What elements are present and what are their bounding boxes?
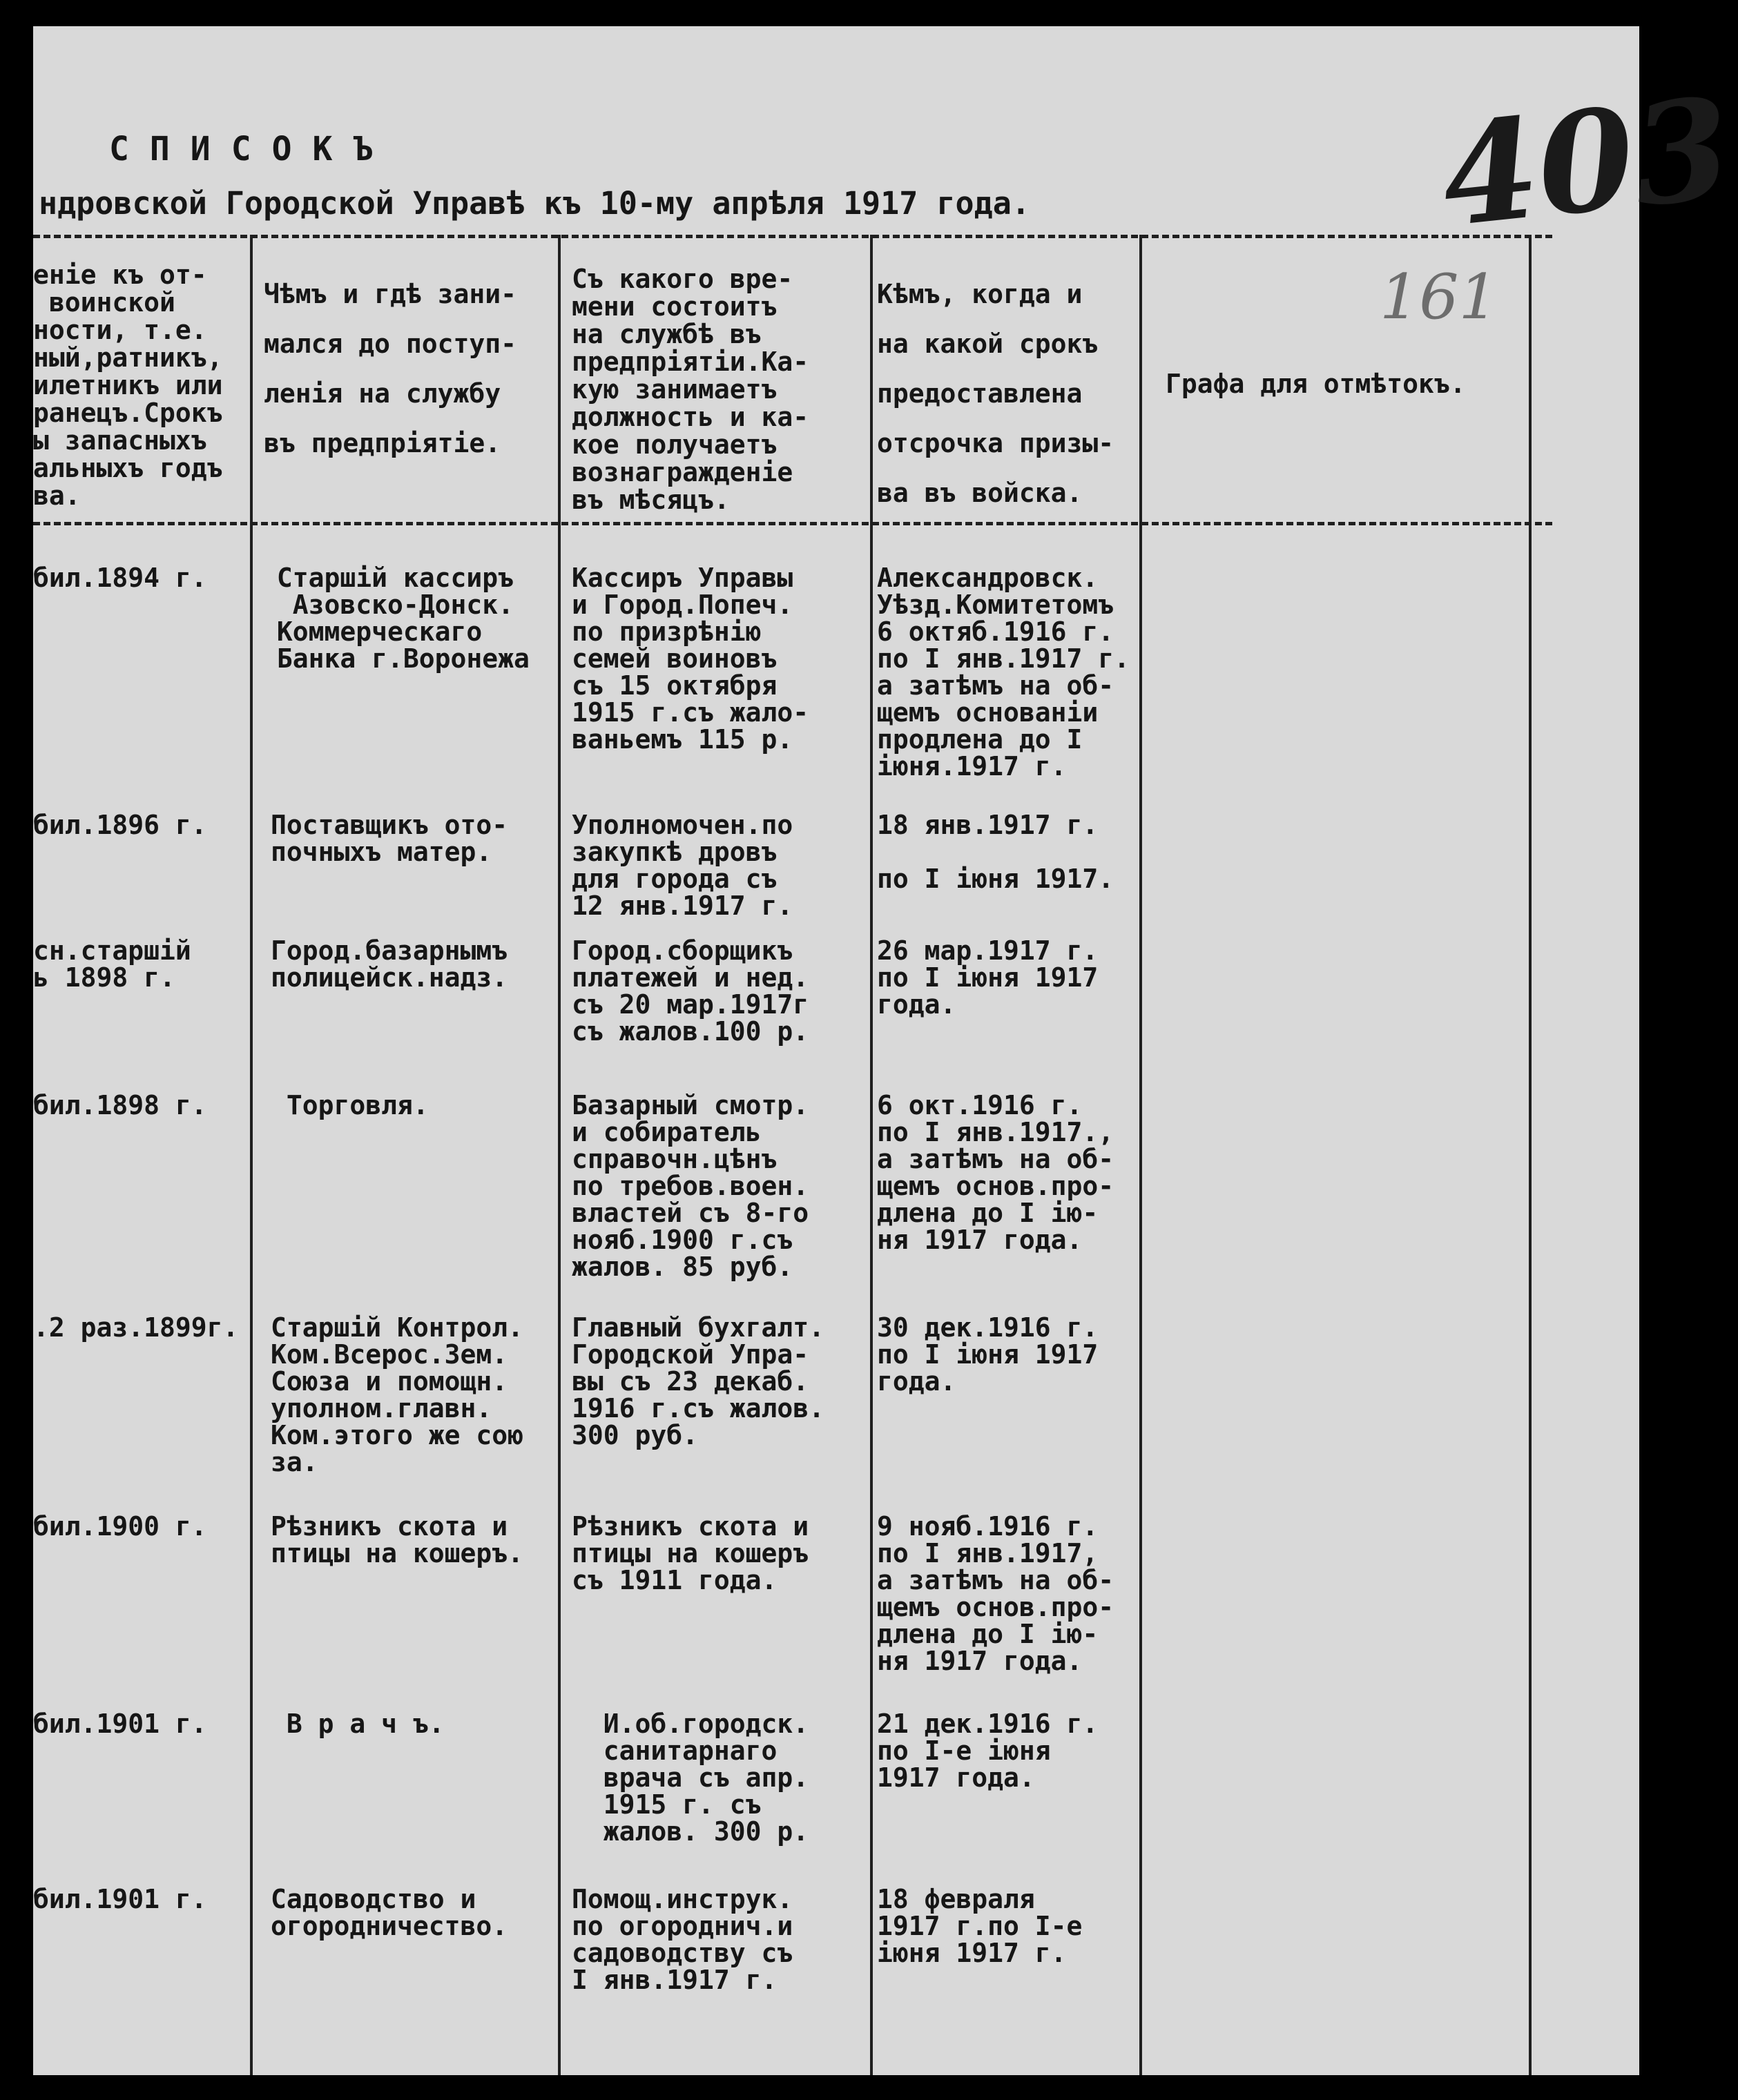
document-page: [33, 26, 1738, 2075]
table-row-1-service-status: бил.1894 г.: [33, 563, 207, 593]
column-header-previous-occupation: Чѣмъ и гдѣ зани- мался до поступ- ленія на службу въ предпріятіе.: [264, 279, 517, 458]
table-row-7-deferment: 21 дек.1916 г. по I-е іюня 1917 года.: [877, 1709, 1099, 1793]
table-row-7-occupation: В р а ч ъ.: [271, 1709, 445, 1739]
table-row-1-occupation: Старшій кассиръ Азовско-Донск. Коммерческаго Банка г.Воронежа: [276, 563, 530, 674]
column-divider-5: [1529, 235, 1532, 2075]
column-header-service-status: еніе къ от- воинской ности, т.е. ный,ратникъ, илетникъ или ранецъ.Срокъ ы запасныхъ альныхъ годъ ва.: [33, 260, 223, 511]
table-row-4-employment: Базарный смотр. и собиратель справочн.цѣнъ по требов.воен. властей съ 8-го нояб.1900 г.съ жалов. 85 руб.: [572, 1090, 809, 1282]
table-top-rule: [33, 235, 1552, 238]
document-title: СПИСОКЪ: [109, 130, 394, 168]
table-row-6-employment: Рѣзникъ скота и птицы на кошеръ съ 1911 года.: [572, 1511, 809, 1595]
table-row-2-employment: Уполномочен.по закупкѣ дровъ для города съ 12 янв.1917 г.: [572, 810, 793, 921]
table-row-7-service-status: бил.1901 г.: [33, 1709, 207, 1739]
column-header-deferment: Кѣмъ, когда и на какой срокъ предоставлена отсрочка призы- ва въ войска.: [877, 279, 1114, 508]
table-row-4-deferment: 6 окт.1916 г. по I янв.1917., а затѣмъ на об- щемъ основ.про- длена до I ію- ня 1917 года.: [877, 1090, 1114, 1255]
table-row-6-service-status: бил.1900 г.: [33, 1511, 207, 1542]
document-subtitle: ндровской Городской Управѣ къ 10-му апрѣля 1917 года.: [39, 185, 1030, 222]
table-row-1-employment: Кассиръ Управы и Город.Попеч. по призрѣнію семей воиновъ съ 15 октября 1915 г.съ жало- ваньемъ 115 р.: [572, 563, 809, 755]
table-row-3-deferment: 26 мар.1917 г. по I іюня 1917 года.: [877, 935, 1099, 1020]
table-header-rule: [33, 522, 1552, 525]
table-row-5-employment: Главный бухгалт. Городской Упра- вы съ 23 декаб. 1916 г.съ жалов. 300 руб.: [572, 1312, 825, 1450]
column-divider-1: [250, 235, 253, 2075]
table-row-5-service-status: .2 раз.1899г.: [33, 1312, 239, 1343]
table-row-7-employment: И.об.городск. санитарнаго врача съ апр. 1915 г. съ жалов. 300 р.: [603, 1709, 809, 1847]
column-header-remarks: Графа для отмѣтокъ.: [1166, 369, 1466, 399]
column-divider-3: [870, 235, 873, 2075]
handwritten-page-number: 403: [1433, 66, 1738, 259]
table-row-6-occupation: Рѣзникъ скота и птицы на кошеръ.: [271, 1511, 524, 1568]
table-row-3-service-status: сн.старшій ь 1898 г.: [33, 935, 191, 993]
table-row-5-deferment: 30 дек.1916 г. по I іюня 1917 года.: [877, 1312, 1099, 1397]
table-row-3-employment: Город.сборщикъ платежей и нед. съ 20 мар.1917г съ жалов.100 р.: [572, 935, 809, 1047]
table-row-2-service-status: бил.1896 г.: [33, 810, 207, 840]
table-row-8-occupation: Садоводство и огородничество.: [271, 1884, 508, 1941]
table-row-5-occupation: Старшій Контрол. Ком.Всерос.Зем. Союза и помощн. уполном.главн. Ком.этого же сою за.: [271, 1312, 524, 1477]
table-row-3-occupation: Город.базарнымъ полицейск.надз.: [271, 935, 508, 993]
table-row-4-occupation: Торговля.: [271, 1090, 429, 1120]
pencil-folio-number: 161: [1380, 261, 1498, 333]
table-row-8-deferment: 18 февраля 1917 г.по I-е іюня 1917 г.: [877, 1884, 1083, 1968]
table-row-2-occupation: Поставщикъ ото- почныхъ матер.: [271, 810, 508, 867]
column-header-employment: Съ какого вре- мени состоитъ на службѣ въ предпріятіи.Ка- кую занимаетъ должность и ка- кое получаетъ вознагражденіе въ мѣсяцъ.: [572, 264, 809, 515]
table-row-8-service-status: бил.1901 г.: [33, 1884, 207, 1914]
column-divider-2: [558, 235, 561, 2075]
table-row-4-service-status: бил.1898 г.: [33, 1090, 207, 1120]
table-row-1-deferment: Александровск. Уѣзд.Комитетомъ 6 октяб.1916 г. по I янв.1917 г. а затѣмъ на об- щемъ основаніи продлена до I іюня.1917 г.: [877, 563, 1130, 781]
table-row-2-deferment: 18 янв.1917 г. по I іюня 1917.: [877, 810, 1114, 894]
table-row-8-employment: Помощ.инструк. по огороднич.и садоводству съ I янв.1917 г.: [572, 1884, 793, 1995]
table-row-6-deferment: 9 нояб.1916 г. по I янв.1917, а затѣмъ на об- щемъ основ.про- длена до I ію- ня 1917 года.: [877, 1511, 1114, 1676]
